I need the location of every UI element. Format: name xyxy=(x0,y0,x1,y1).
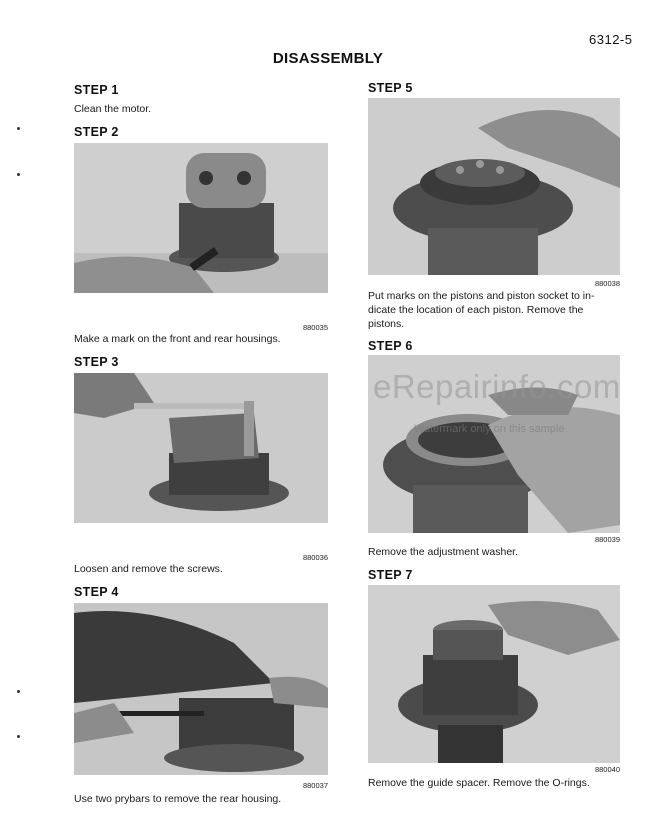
step-5-text-line-3: pistons. xyxy=(368,318,405,330)
margin-speck xyxy=(17,690,20,693)
step-2-figure-id: 880035 xyxy=(302,323,328,332)
step-3-photo xyxy=(74,373,328,523)
step-6-figure-id: 880039 xyxy=(594,535,620,544)
step-4-text: Use two prybars to remove the rear housing. xyxy=(74,793,282,805)
step-7-figure-id: 880040 xyxy=(594,765,620,774)
step-6-heading: STEP 6 xyxy=(368,339,413,353)
step-7-text: Remove the guide spacer. Remove the O-rings. xyxy=(368,777,590,789)
step-3-figure-id: 880036 xyxy=(302,553,328,562)
step-2-photo xyxy=(74,143,328,293)
step-6-text: Remove the adjustment washer. xyxy=(368,546,518,558)
step-3-heading: STEP 3 xyxy=(74,355,119,369)
step-1-heading: STEP 1 xyxy=(74,83,119,97)
step-2-text: Make a mark on the front and rear housings. xyxy=(74,333,281,345)
watermark-text: eRepairinfo.com xyxy=(373,368,621,405)
step-5-text-line-1: Put marks on the pistons and piston socket to in- xyxy=(368,290,595,302)
step-5-photo xyxy=(368,98,620,275)
step-5-figure-id: 880038 xyxy=(594,279,620,288)
step-7-photo xyxy=(368,585,620,763)
margin-speck xyxy=(17,127,20,130)
watermark-subtext: Watermark only on this sample xyxy=(414,423,565,435)
margin-speck xyxy=(17,735,20,738)
page-number: 6312-5 xyxy=(589,32,633,47)
step-5-heading: STEP 5 xyxy=(368,81,413,95)
step-5-text-line-2: dicate the location of each piston. Remove the xyxy=(368,304,584,316)
step-1-text: Clean the motor. xyxy=(74,103,152,115)
step-4-figure-id: 880037 xyxy=(302,781,328,790)
step-3-text: Loosen and remove the screws. xyxy=(74,563,223,575)
step-4-photo xyxy=(74,603,328,775)
page-title: DISASSEMBLY xyxy=(272,50,384,67)
margin-speck xyxy=(17,173,20,176)
step-7-heading: STEP 7 xyxy=(368,568,413,582)
step-2-heading: STEP 2 xyxy=(74,125,119,139)
step-4-heading: STEP 4 xyxy=(74,585,119,599)
